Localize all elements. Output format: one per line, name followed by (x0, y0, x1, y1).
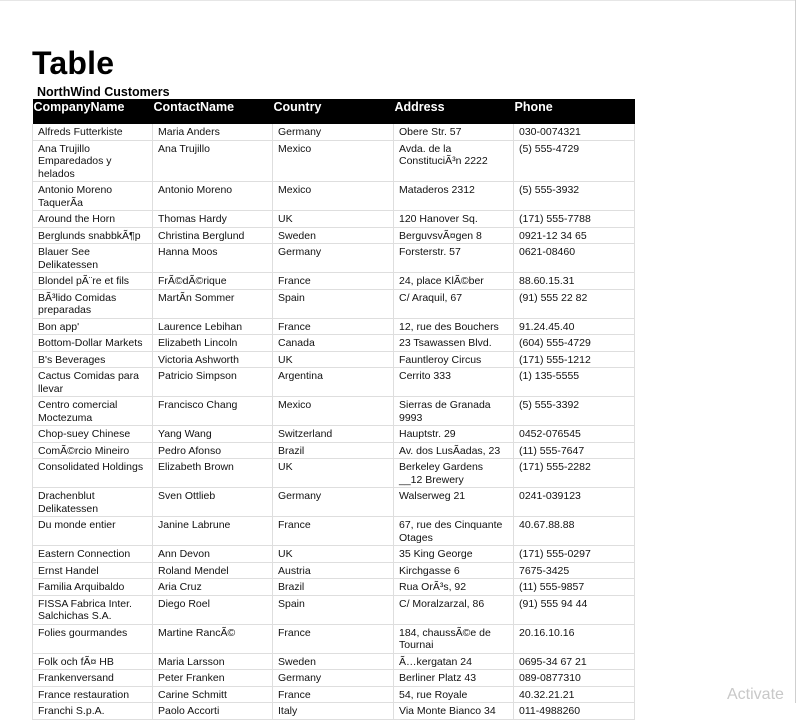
cell-country: Mexico (273, 140, 394, 182)
cell-country: France (273, 517, 394, 546)
cell-phone: (1) 135-5555 (514, 368, 635, 397)
table-body (33, 124, 635, 719)
table-row (33, 442, 635, 459)
cell-address: Rua OrÃ³s, 92 (394, 579, 514, 596)
table-row (33, 653, 635, 670)
cell-company-name: Du monde entier (33, 517, 153, 546)
column-header-address: Address (394, 99, 514, 124)
cell-contact-name: Paolo Accorti (153, 703, 273, 720)
cell-company-name: Cactus Comidas para llevar (33, 368, 153, 397)
table-row (33, 244, 635, 273)
cell-address: C/ Araquil, 67 (394, 289, 514, 318)
cell-phone: (11) 555-9857 (514, 579, 635, 596)
cell-company-name: Ana Trujillo Emparedados y helados (33, 140, 153, 182)
table-row (33, 397, 635, 426)
cell-country: Spain (273, 595, 394, 624)
cell-address: Berkeley Gardens __12 Brewery (394, 459, 514, 488)
cell-contact-name: Victoria Ashworth (153, 351, 273, 368)
table-row (33, 517, 635, 546)
document-title: Table (32, 45, 115, 81)
cell-country: Italy (273, 703, 394, 720)
column-header-country: Country (273, 99, 394, 124)
page-right-border (795, 0, 796, 703)
cell-company-name: Blondel pÃ¨re et fils (33, 273, 153, 290)
cell-phone: (171) 555-2282 (514, 459, 635, 488)
cell-address: 67, rue des Cinquante Otages (394, 517, 514, 546)
cell-contact-name: Sven Ottlieb (153, 488, 273, 517)
cell-contact-name: Carine Schmitt (153, 686, 273, 703)
cell-company-name: Familia Arquibaldo (33, 579, 153, 596)
cell-phone: 030-0074321 (514, 124, 635, 140)
table-row (33, 579, 635, 596)
cell-contact-name: Maria Anders (153, 124, 273, 140)
cell-country: Germany (273, 124, 394, 140)
cell-company-name: B's Beverages (33, 351, 153, 368)
cell-contact-name: Hanna Moos (153, 244, 273, 273)
table-row (33, 368, 635, 397)
table-row (33, 624, 635, 653)
cell-company-name: Ernst Handel (33, 562, 153, 579)
cell-company-name: Bon app' (33, 318, 153, 335)
cell-company-name: France restauration (33, 686, 153, 703)
cell-contact-name: Christina Berglund (153, 227, 273, 244)
cell-contact-name: Francisco Chang (153, 397, 273, 426)
cell-country: UK (273, 211, 394, 228)
cell-phone: 0452-076545 (514, 426, 635, 443)
cell-company-name: Antonio Moreno TaquerÃa (33, 182, 153, 211)
cell-country: Brazil (273, 579, 394, 596)
cell-country: Mexico (273, 397, 394, 426)
table-row (33, 124, 635, 140)
table-row (33, 426, 635, 443)
cell-company-name: Folies gourmandes (33, 624, 153, 653)
cell-phone: (171) 555-7788 (514, 211, 635, 228)
cell-address: Walserweg 21 (394, 488, 514, 517)
table-row (33, 289, 635, 318)
cell-country: UK (273, 351, 394, 368)
cell-country: France (273, 318, 394, 335)
cell-country: Brazil (273, 442, 394, 459)
cell-address: Mataderos 2312 (394, 182, 514, 211)
customers-table-container (32, 99, 634, 720)
column-header-company-name: CompanyName (33, 99, 153, 124)
table-row (33, 227, 635, 244)
cell-phone: (604) 555-4729 (514, 335, 635, 352)
cell-phone: 91.24.45.40 (514, 318, 635, 335)
cell-phone: (171) 555-1212 (514, 351, 635, 368)
cell-address: 12, rue des Bouchers (394, 318, 514, 335)
cell-country: UK (273, 546, 394, 563)
cell-phone: 0241-039123 (514, 488, 635, 517)
cell-company-name: Centro comercial Moctezuma (33, 397, 153, 426)
table-row (33, 670, 635, 687)
cell-contact-name: FrÃ©dÃ©rique (153, 273, 273, 290)
table-row (33, 335, 635, 352)
cell-contact-name: Diego Roel (153, 595, 273, 624)
cell-phone: (171) 555-0297 (514, 546, 635, 563)
table-row (33, 459, 635, 488)
cell-contact-name: Roland Mendel (153, 562, 273, 579)
cell-company-name: Consolidated Holdings (33, 459, 153, 488)
cell-company-name: BÃ³lido Comidas preparadas (33, 289, 153, 318)
cell-company-name: Blauer See Delikatessen (33, 244, 153, 273)
cell-contact-name: Yang Wang (153, 426, 273, 443)
column-header-phone: Phone (514, 99, 635, 124)
table-header-row (33, 99, 635, 124)
cell-contact-name: Martine RancÃ© (153, 624, 273, 653)
cell-contact-name: Maria Larsson (153, 653, 273, 670)
cell-phone: 0695-34 67 21 (514, 653, 635, 670)
cell-country: Austria (273, 562, 394, 579)
cell-company-name: Frankenversand (33, 670, 153, 687)
table-row (33, 562, 635, 579)
cell-country: UK (273, 459, 394, 488)
cell-phone: 88.60.15.31 (514, 273, 635, 290)
cell-contact-name: Elizabeth Lincoln (153, 335, 273, 352)
cell-country: Sweden (273, 227, 394, 244)
cell-company-name: ComÃ©rcio Mineiro (33, 442, 153, 459)
cell-contact-name: Elizabeth Brown (153, 459, 273, 488)
cell-country: Germany (273, 244, 394, 273)
cell-address: Forsterstr. 57 (394, 244, 514, 273)
cell-address: BerguvsvÃ¤gen 8 (394, 227, 514, 244)
cell-country: France (273, 686, 394, 703)
cell-country: Spain (273, 289, 394, 318)
cell-country: Argentina (273, 368, 394, 397)
cell-phone: 40.67.88.88 (514, 517, 635, 546)
cell-address: 184, chaussÃ©e de Tournai (394, 624, 514, 653)
cell-country: Canada (273, 335, 394, 352)
cell-address: 23 Tsawassen Blvd. (394, 335, 514, 352)
cell-address: Berliner Platz 43 (394, 670, 514, 687)
cell-phone: 0621-08460 (514, 244, 635, 273)
activation-watermark: Activate (727, 686, 784, 703)
cell-address: Obere Str. 57 (394, 124, 514, 140)
cell-phone: (5) 555-4729 (514, 140, 635, 182)
table-row (33, 182, 635, 211)
cell-address: Sierras de Granada 9993 (394, 397, 514, 426)
table-row (33, 140, 635, 182)
cell-contact-name: Patricio Simpson (153, 368, 273, 397)
cell-contact-name: MartÃn Sommer (153, 289, 273, 318)
cell-contact-name: Janine Labrune (153, 517, 273, 546)
cell-country: France (273, 273, 394, 290)
cell-address: Kirchgasse 6 (394, 562, 514, 579)
cell-contact-name: Ana Trujillo (153, 140, 273, 182)
cell-company-name: Folk och fÃ¤ HB (33, 653, 153, 670)
cell-address: 120 Hanover Sq. (394, 211, 514, 228)
cell-address: Ã…kergatan 24 (394, 653, 514, 670)
cell-company-name: Franchi S.p.A. (33, 703, 153, 720)
cell-phone: 089-0877310 (514, 670, 635, 687)
table-caption: NorthWind Customers (37, 85, 170, 99)
cell-contact-name: Antonio Moreno (153, 182, 273, 211)
cell-address: Avda. de la ConstituciÃ³n 2222 (394, 140, 514, 182)
table-row (33, 488, 635, 517)
table-row (33, 273, 635, 290)
cell-phone: (91) 555 94 44 (514, 595, 635, 624)
table-row (33, 703, 635, 720)
table-row (33, 211, 635, 228)
cell-address: 54, rue Royale (394, 686, 514, 703)
cell-contact-name: Ann Devon (153, 546, 273, 563)
cell-company-name: Drachenblut Delikatessen (33, 488, 153, 517)
cell-address: Av. dos LusÃadas, 23 (394, 442, 514, 459)
table-row (33, 595, 635, 624)
cell-phone: 40.32.21.21 (514, 686, 635, 703)
cell-company-name: Chop-suey Chinese (33, 426, 153, 443)
cell-phone: 0921-12 34 65 (514, 227, 635, 244)
cell-company-name: Eastern Connection (33, 546, 153, 563)
column-header-contact-name: ContactName (153, 99, 273, 124)
cell-company-name: Bottom-Dollar Markets (33, 335, 153, 352)
cell-contact-name: Thomas Hardy (153, 211, 273, 228)
cell-phone: 20.16.10.16 (514, 624, 635, 653)
cell-phone: (91) 555 22 82 (514, 289, 635, 318)
cell-country: Mexico (273, 182, 394, 211)
cell-company-name: Alfreds Futterkiste (33, 124, 153, 140)
cell-phone: 7675-3425 (514, 562, 635, 579)
cell-country: France (273, 624, 394, 653)
cell-address: Via Monte Bianco 34 (394, 703, 514, 720)
cell-company-name: Around the Horn (33, 211, 153, 228)
cell-address: 24, place KlÃ©ber (394, 273, 514, 290)
cell-address: C/ Moralzarzal, 86 (394, 595, 514, 624)
cell-company-name: Berglunds snabbkÃ¶p (33, 227, 153, 244)
cell-phone: (5) 555-3392 (514, 397, 635, 426)
cell-contact-name: Laurence Lebihan (153, 318, 273, 335)
cell-contact-name: Aria Cruz (153, 579, 273, 596)
cell-country: Sweden (273, 653, 394, 670)
cell-contact-name: Peter Franken (153, 670, 273, 687)
cell-country: Germany (273, 488, 394, 517)
cell-country: Switzerland (273, 426, 394, 443)
cell-contact-name: Pedro Afonso (153, 442, 273, 459)
cell-company-name: FISSA Fabrica Inter. Salchichas S.A. (33, 595, 153, 624)
table-row (33, 686, 635, 703)
cell-address: Hauptstr. 29 (394, 426, 514, 443)
cell-country: Germany (273, 670, 394, 687)
cell-phone: (5) 555-3932 (514, 182, 635, 211)
cell-phone: 011-4988260 (514, 703, 635, 720)
table-row (33, 546, 635, 563)
table-row (33, 318, 635, 335)
page-top-border (0, 0, 796, 1)
cell-phone: (11) 555-7647 (514, 442, 635, 459)
customers-table (32, 99, 635, 720)
table-header (33, 99, 635, 124)
table-row (33, 351, 635, 368)
cell-address: Fauntleroy Circus (394, 351, 514, 368)
cell-address: 35 King George (394, 546, 514, 563)
cell-address: Cerrito 333 (394, 368, 514, 397)
